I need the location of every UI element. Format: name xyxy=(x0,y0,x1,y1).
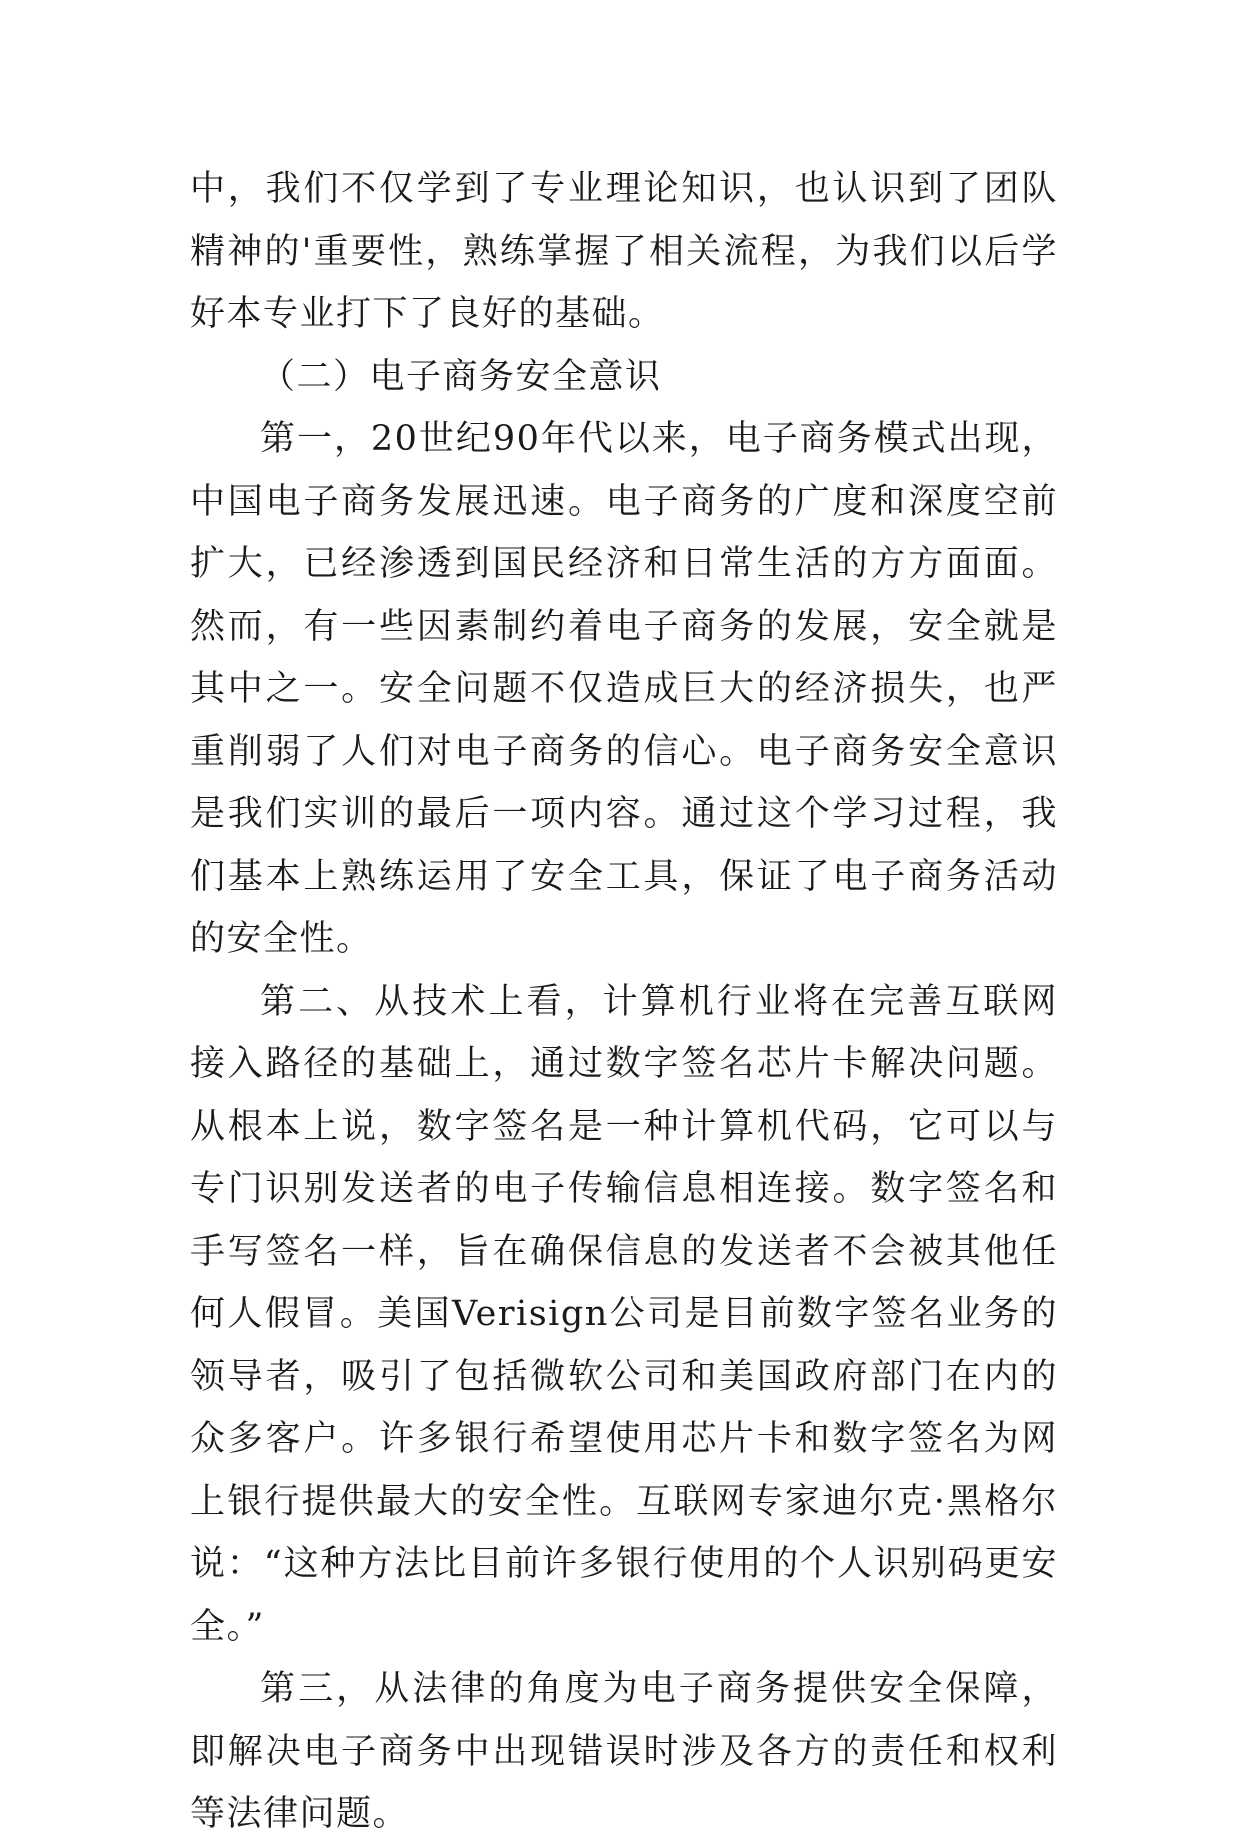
document-body xyxy=(190,158,1058,1846)
section-heading: （二）电子商务安全意识 xyxy=(260,356,662,397)
paragraph-third-point: 第三，从法律的角度为电子商务提供安全保障，即解决电子商务中出现错误时涉及各方的责任和权利等法律问题。 xyxy=(190,1669,1058,1834)
paragraph-first-point: 第一，20世纪90年代以来，电子商务模式出现，中国电子商务发展迅速。电子商务的广度和深度空前扩大，已经渗透到国民经济和日常生活的方方面面。然而，有一些因素制约着电子商务的发展，安全就是其中之一。安全问题不仅造成巨大的经济损失，也严重削弱了人们对电子商务的信心。电子商务安全意识是我们实训的最后一项内容。通过这个学习过程，我们基本上熟练运用了安全工具，保证了电子商务活动的安全性。 xyxy=(190,419,1058,959)
paragraph-continuation: 中，我们不仅学到了专业理论知识，也认识到了团队精神的'重要性，熟练掌握了相关流程，为我们以后学好本专业打下了良好的基础。 xyxy=(190,169,1058,334)
paragraph-second-point: 第二、从技术上看，计算机行业将在完善互联网接入路径的基础上，通过数字签名芯片卡解决问题。从根本上说，数字签名是一种计算机代码，它可以与专门识别发送者的电子传输信息相连接。数字签名和手写签名一样，旨在确保信息的发送者不会被其他任何人假冒。美国Verisign公司是目前数字签名业务的领导者，吸引了包括微软公司和美国政府部门在内的众多客户。许多银行希望使用芯片卡和数字签名为网上银行提供最大的安全性。互联网专家迪尔克·黑格尔说：“这种方法比目前许多银行使用的个人识别码更安全。” xyxy=(190,981,1058,1647)
